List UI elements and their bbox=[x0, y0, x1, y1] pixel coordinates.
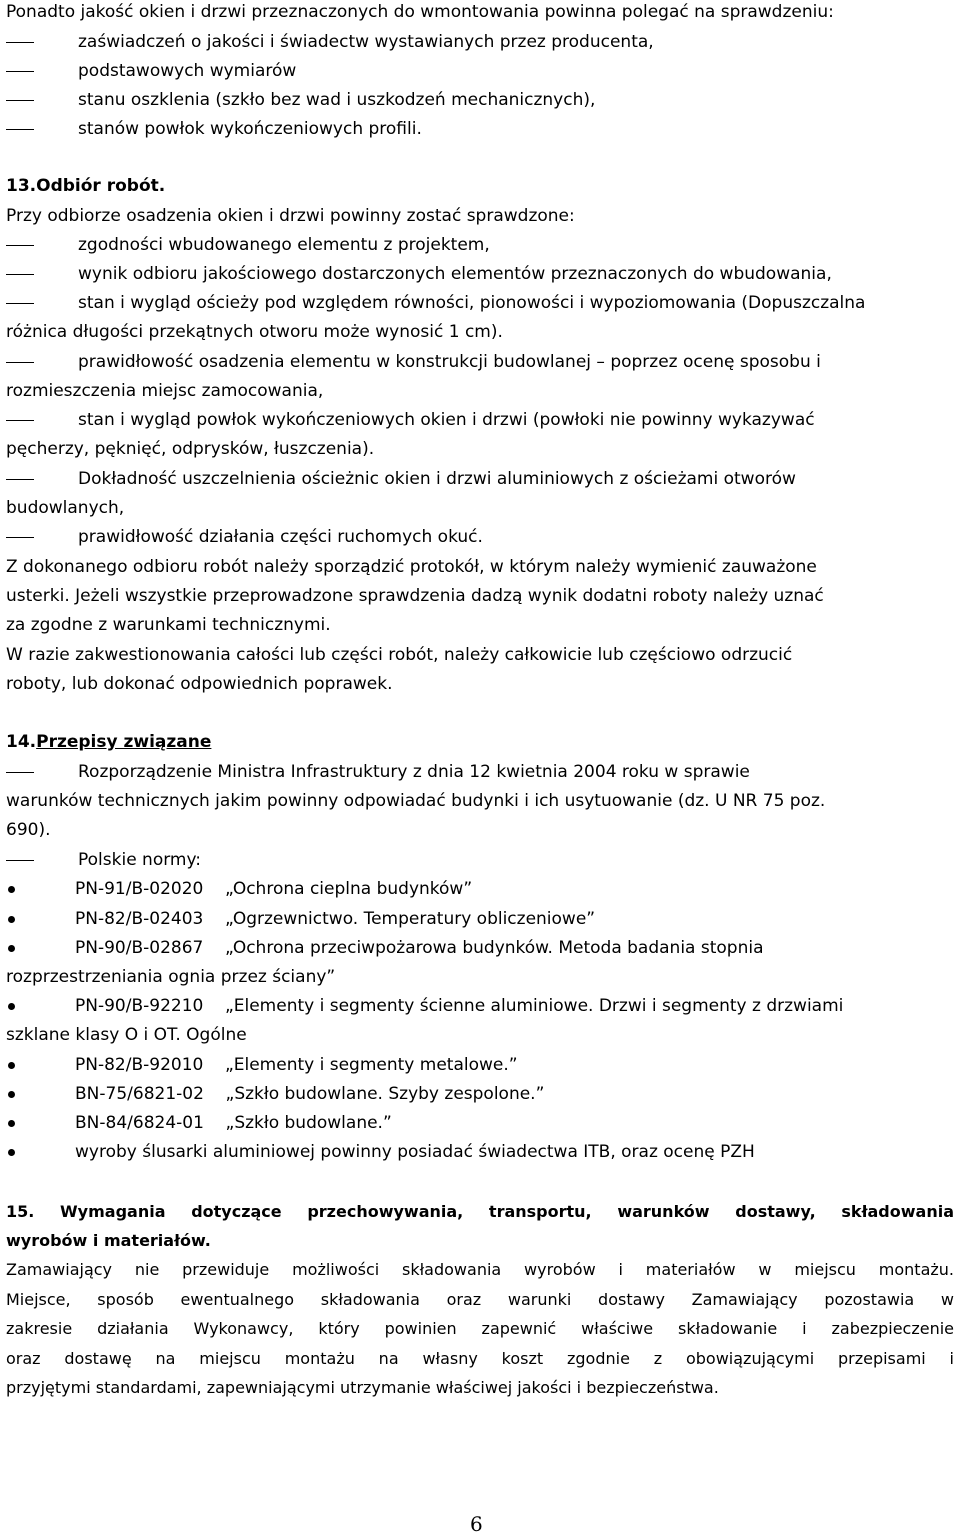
bullet-marker bbox=[8, 1149, 15, 1156]
norm-item: PN-82/B-02403 „Ogrzewnictwo. Temperatury obliczeniowe” bbox=[6, 909, 595, 929]
list-item-continuation: rozmieszczenia miejsc zamocowania, bbox=[6, 381, 324, 401]
section-13-heading: 13.Odbiór robót. bbox=[6, 176, 166, 196]
dash-marker bbox=[6, 245, 34, 246]
section-14-heading: 14.Przepisy związane bbox=[6, 732, 212, 752]
list-item: Polskie normy: bbox=[6, 850, 201, 870]
list-item: wynik odbioru jakościowego dostarczonych elementów przeznaczonych do wbudowania, bbox=[6, 264, 832, 284]
norm-item: PN-90/B-02867 „Ochrona przeciwpożarowa budynków. Metoda badania stopnia bbox=[6, 938, 764, 958]
section-15-heading-continuation: wyrobów i materiałów. bbox=[6, 1231, 211, 1250]
list-item-continuation: 690). bbox=[6, 820, 51, 840]
paragraph-line: Zamawiający nie przewiduje możliwości składowania wyrobów i materiałów w miejscu montażu. bbox=[6, 1260, 954, 1279]
page-number: 6 bbox=[470, 1512, 483, 1536]
paragraph-line: roboty, lub dokonać odpowiednich poprawek. bbox=[6, 674, 393, 694]
norm-item: PN-91/B-02020 „Ochrona cieplna budynków” bbox=[6, 879, 472, 899]
list-item: Dokładność uszczelnienia ościeżnic okien i drzwi aluminiowych z ościeżami otworów bbox=[6, 469, 796, 489]
list-item-continuation: różnica długości przekątnych otworu może wynosić 1 cm). bbox=[6, 322, 503, 342]
norm-item: wyroby ślusarki aluminiowej powinny posiadać świadectwa ITB, oraz ocenę PZH bbox=[6, 1142, 755, 1162]
dash-marker bbox=[6, 479, 34, 480]
list-item-continuation: warunków technicznych jakim powinny odpowiadać budynki i ich usytuowanie (dz. U NR 75 poz. bbox=[6, 791, 826, 811]
paragraph-line: przyjętymi standardami, zapewniającymi utrzymanie właściwej jakości i bezpieczeństwa. bbox=[6, 1378, 719, 1397]
norm-item: BN-84/6824-01 „Szkło budowlane.” bbox=[6, 1113, 392, 1133]
list-item: Rozporządzenie Ministra Infrastruktury z dnia 12 kwietnia 2004 roku w sprawie bbox=[6, 762, 750, 782]
list-item: stan i wygląd powłok wykończeniowych okien i drzwi (powłoki nie powinny wykazywać bbox=[6, 410, 815, 430]
bullet-marker bbox=[8, 1062, 15, 1069]
norm-item: PN-82/B-92010 „Elementy i segmenty metalowe.” bbox=[6, 1055, 518, 1075]
paragraph-line: Z dokonanego odbioru robót należy sporządzić protokół, w którym należy wymienić zauważone bbox=[6, 557, 817, 577]
dash-marker bbox=[6, 303, 34, 304]
norm-item-continuation: szklane klasy O i OT. Ogólne bbox=[6, 1025, 247, 1045]
norm-item: PN-90/B-92210 „Elementy i segmenty ścienne aluminiowe. Drzwi i segmenty z drzwiami bbox=[6, 996, 843, 1016]
paragraph-line: W razie zakwestionowania całości lub części robót, należy całkowicie lub częściowo odrzucić bbox=[6, 645, 793, 665]
list-item-continuation: budowlanych, bbox=[6, 498, 125, 518]
bullet-marker bbox=[8, 945, 15, 952]
bullet-marker bbox=[8, 916, 15, 923]
dash-marker bbox=[6, 362, 34, 363]
dash-marker bbox=[6, 274, 34, 275]
list-item: stan i wygląd ościeży pod względem równości, pionowości i wypoziomowania (Dopuszczalna bbox=[6, 293, 865, 313]
paragraph-line: usterki. Jeżeli wszystkie przeprowadzone sprawdzenia dadzą wynik dodatni roboty należy uznać bbox=[6, 586, 824, 606]
dash-marker bbox=[6, 71, 34, 72]
norm-item: BN-75/6821-02 „Szkło budowlane. Szyby zespolone.” bbox=[6, 1084, 544, 1104]
list-item: zaświadczeń o jakości i świadectw wystawianych przez producenta, bbox=[6, 32, 654, 52]
bullet-marker bbox=[8, 1003, 15, 1010]
section-15-heading: 15. Wymagania dotyczące przechowywania, transportu, warunków dostawy, składowania bbox=[6, 1202, 954, 1221]
dash-marker bbox=[6, 420, 34, 421]
paragraph-line: oraz dostawę na miejscu montażu na własny koszt zgodnie z obowiązującymi przepisami i bbox=[6, 1349, 954, 1368]
list-item: stanów powłok wykończeniowych profili. bbox=[6, 119, 422, 139]
bullet-marker bbox=[8, 1091, 15, 1098]
bullet-marker bbox=[8, 1120, 15, 1127]
dash-marker bbox=[6, 772, 34, 773]
list-item: prawidłowość osadzenia elementu w konstrukcji budowlanej – poprzez ocenę sposobu i bbox=[6, 352, 821, 372]
dash-marker bbox=[6, 129, 34, 130]
list-item: stanu oszklenia (szkło bez wad i uszkodzeń mechanicznych), bbox=[6, 90, 595, 110]
list-item: prawidłowość działania części ruchomych okuć. bbox=[6, 527, 483, 547]
dash-marker bbox=[6, 42, 34, 43]
paragraph-line: za zgodne z warunkami technicznymi. bbox=[6, 615, 331, 635]
dash-marker bbox=[6, 860, 34, 861]
dash-marker bbox=[6, 537, 34, 538]
list-item: zgodności wbudowanego elementu z projektem, bbox=[6, 235, 490, 255]
section-13-lead: Przy odbiorze osadzenia okien i drzwi powinny zostać sprawdzone: bbox=[6, 206, 575, 226]
norm-item-continuation: rozprzestrzeniania ognia przez ściany” bbox=[6, 967, 336, 987]
list-item: podstawowych wymiarów bbox=[6, 61, 296, 81]
dash-marker bbox=[6, 100, 34, 101]
paragraph-line: Miejsce, sposób ewentualnego składowania oraz warunki dostawy Zamawiający pozostawia w bbox=[6, 1290, 954, 1309]
intro-lead: Ponadto jakość okien i drzwi przeznaczonych do wmontowania powinna polegać na sprawdzeniu: bbox=[6, 2, 834, 22]
bullet-marker bbox=[8, 886, 15, 893]
list-item-continuation: pęcherzy, pęknięć, odprysków, łuszczenia). bbox=[6, 439, 375, 459]
paragraph-line: zakresie działania Wykonawcy, który powinien zapewnić właściwe składowanie i zabezpieczenie bbox=[6, 1319, 954, 1338]
